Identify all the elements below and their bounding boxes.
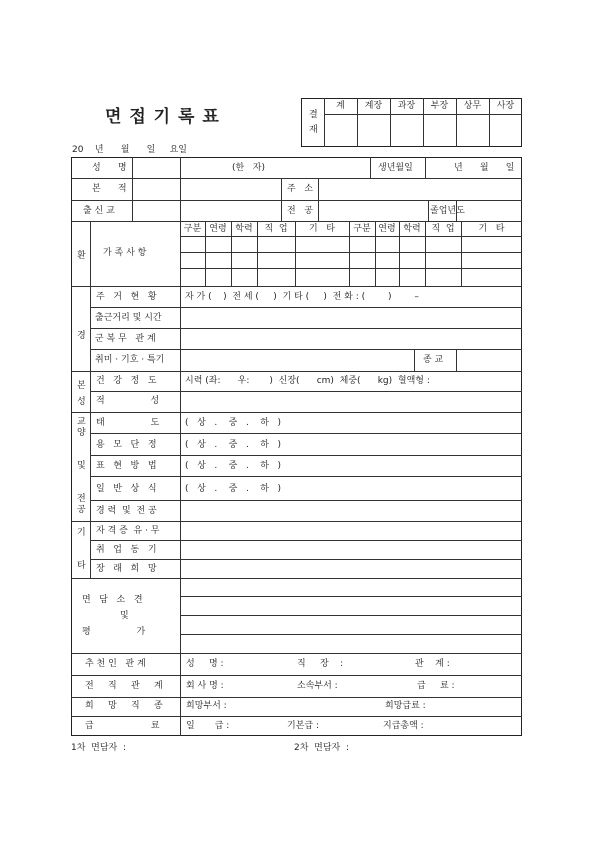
date-line: 20 년 월 일 요일	[72, 145, 188, 155]
attitude-label: 태 도	[96, 418, 160, 428]
graduation-year-label: 졸업년도	[430, 206, 465, 216]
form-title: 면 접 기 록 표	[105, 107, 220, 127]
license-label: 자 격 증 유 · 무	[96, 526, 160, 536]
pay-label: 급 료	[85, 721, 160, 731]
prev-company: 회 사 명 :	[186, 681, 224, 691]
pay-base: 기본급 :	[287, 721, 319, 731]
birth-label: 생년월일	[378, 163, 413, 173]
military-label: 군 복 무 관 계	[95, 334, 156, 344]
pay-daily: 일 급 :	[186, 721, 230, 731]
opinion-line2: 및	[120, 611, 129, 621]
major-label: 전 공	[287, 206, 313, 216]
pay-total: 지급총액 :	[383, 721, 424, 731]
attitude-value: ( 상 . 중 . 하 )	[185, 418, 282, 428]
expression-label: 표 현 방 법	[96, 461, 157, 471]
motivation-label: 취 업 동 기	[96, 545, 157, 555]
prev-salary: 급 료 :	[417, 681, 455, 691]
opinion-line3: 평 가	[82, 627, 146, 637]
approval-col-label: 사장	[496, 101, 515, 111]
referrer-job: 직 장 :	[297, 659, 344, 669]
expression-value: ( 상 . 중 . 하 )	[185, 461, 282, 471]
opinion-line1: 면 담 소 견	[82, 595, 143, 605]
approval-col-label: 과장	[397, 101, 416, 111]
env-side-bottom: 경	[77, 331, 86, 341]
first-interviewer: 1차 면담자 :	[71, 743, 126, 753]
hope-label: 장 래 희 망	[96, 564, 157, 574]
referrer-relation: 관 계 :	[415, 659, 450, 669]
manner-label: 용 모 단 정	[96, 440, 157, 450]
second-interviewer: 2차 면담자 :	[294, 743, 349, 753]
health-label: 건 강 정 도	[96, 376, 157, 386]
approval-col-label: 부장	[430, 101, 449, 111]
address-label: 주 소	[287, 184, 313, 194]
approval-col-label: 계장	[364, 101, 383, 111]
family-col-header: 기 타	[478, 224, 505, 234]
family-col-header: 구분	[353, 224, 371, 234]
manner-value: ( 상 . 중 . 하 )	[185, 440, 282, 450]
hanja-label: (한 자)	[232, 163, 265, 173]
health-value: 시력 (좌: 우: ) 신장( cm) 체중( kg) 혈액형 :	[185, 376, 430, 386]
career-label: 경 력 및 전 공	[96, 506, 157, 516]
personality-label: 적 성	[96, 396, 160, 406]
basic-side-label: 본 성	[77, 381, 86, 407]
family-col-header: 구분	[183, 224, 202, 234]
family-label: 가 족 사 항	[103, 248, 147, 258]
hobby-label: 취미 · 기호 · 특기	[95, 355, 165, 365]
other-side-label: 기 타	[77, 528, 86, 571]
family-col-header: 직 업	[264, 224, 288, 234]
religion-label: 종 교	[423, 355, 444, 365]
family-col-header: 직 업	[431, 224, 455, 234]
name-label: 성 명	[92, 163, 127, 173]
residence-value: 자 가 ( ) 전 세 ( ) 기 타 ( ) 전 화 : ( ) –	[185, 292, 419, 302]
approval-col-label: 계	[336, 101, 345, 111]
prev-dept: 소속부서 :	[297, 681, 338, 691]
family-col-header: 기 타	[309, 224, 335, 234]
residence-label: 주 거 현 황	[96, 292, 157, 302]
school-label: 출 신 교	[83, 206, 115, 216]
desired-label: 희 망 직 종	[85, 701, 163, 711]
prev-job-label: 전 직 관 계	[85, 681, 163, 691]
desired-salary: 희망급료 :	[385, 701, 426, 711]
common-sense-value: ( 상 . 중 . 하 )	[185, 484, 282, 494]
family-col-header: 연령	[378, 224, 396, 234]
education-side-label: 교 양 및 전 공	[77, 417, 86, 515]
desired-dept: 희망부서 :	[186, 701, 227, 711]
referrer-name: 성 명 :	[186, 659, 224, 669]
family-col-header: 연령	[209, 224, 227, 234]
family-col-header: 학력	[235, 224, 253, 234]
common-sense-label: 일 반 상 식	[96, 484, 157, 494]
family-col-header: 학력	[403, 224, 421, 234]
approval-side-label: 결 재	[309, 110, 318, 135]
commute-label: 출근거리 및 시간	[95, 313, 162, 323]
origin-label: 본 적	[92, 184, 127, 194]
env-side-top: 환	[77, 251, 86, 261]
birth-value: 년 월 일	[454, 163, 515, 173]
approval-col-label: 상무	[463, 101, 482, 111]
referrer-label: 추 천 인 관 계	[85, 659, 146, 669]
